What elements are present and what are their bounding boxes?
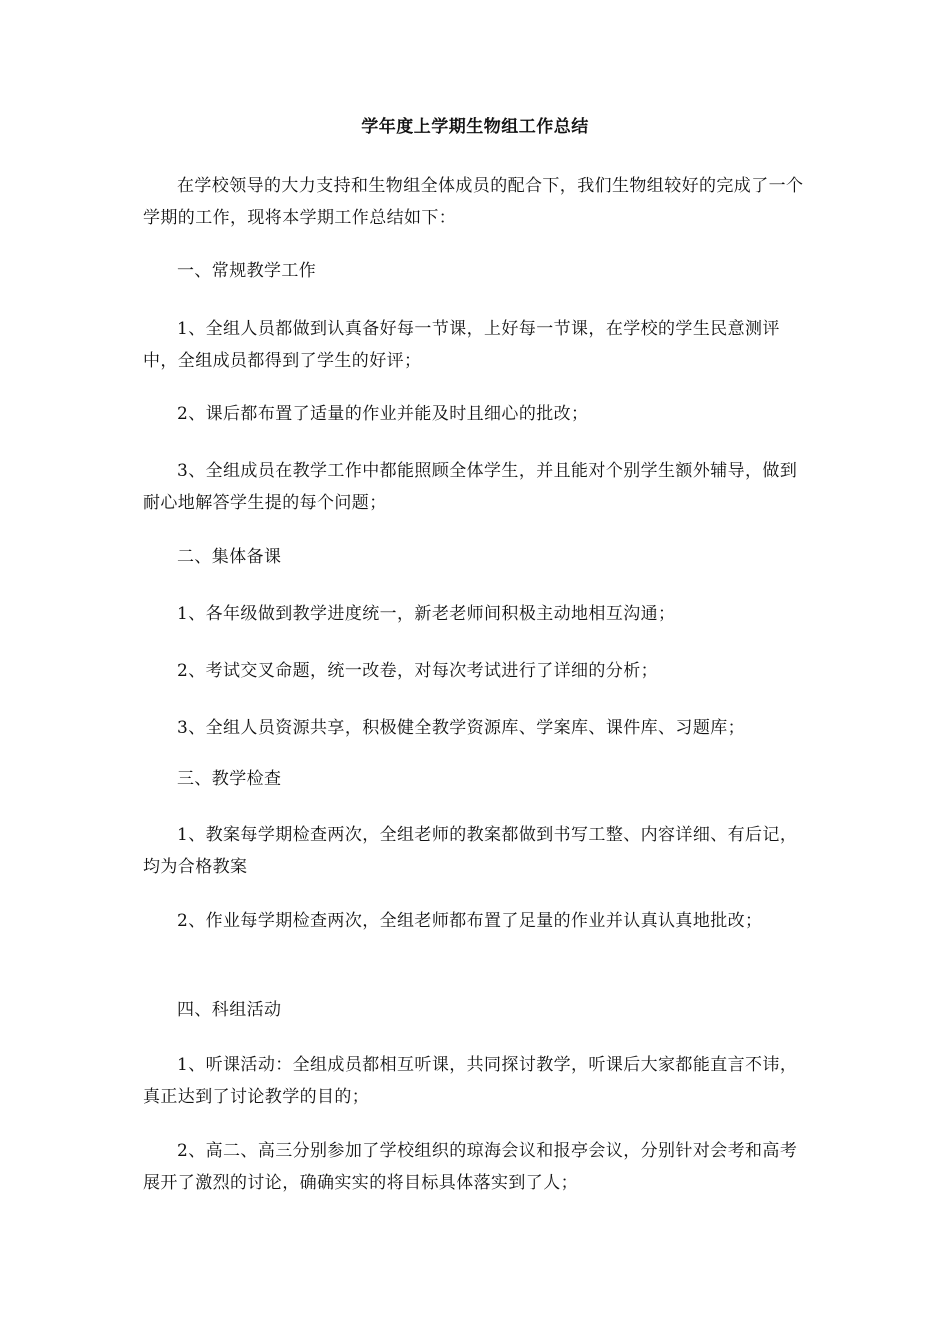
activity-item-2: 2、高二、高三分别参加了学校组织的琼海会议和报亭会议，分别针对会考和高考展开了激烈的讨论，确确实实的将目标具体落实到了人； xyxy=(143,1141,798,1193)
document-title: 学年度上学期生物组工作总结 xyxy=(361,117,589,137)
section-heading-group-activities: 四、科组活动 xyxy=(177,1000,282,1020)
prep-item-2: 2、考试交叉命题，统一改卷，对每次考试进行了详细的分析； xyxy=(177,661,659,681)
prep-item-1: 1、各年级做到教学进度统一，新老老师间积极主动地相互沟通； xyxy=(177,604,676,624)
routine-item-3: 3、全组成员在教学工作中都能照顾全体学生，并且能对个别学生额外辅导，做到耐心地解答学生提的每个问题； xyxy=(143,461,798,513)
routine-item-1: 1、全组人员都做到认真备好每一节课，上好每一节课，在学校的学生民意测评中，全组成员都得到了学生的好评； xyxy=(143,319,780,371)
section-heading-teaching-inspection: 三、教学检查 xyxy=(177,769,282,789)
routine-item-2: 2、课后都布置了适量的作业并能及时且细心的批改； xyxy=(177,404,589,424)
inspection-item-1: 1、教案每学期检查两次，全组老师的教案都做到书写工整、内容详细、有后记，均为合格教案 xyxy=(143,825,798,877)
section-heading-collective-prep: 二、集体备课 xyxy=(177,547,282,567)
activity-item-1: 1、听课活动：全组成员都相互听课，共同探讨教学，听课后大家都能直言不讳，真正达到了讨论教学的目的； xyxy=(143,1055,798,1107)
section-heading-routine-teaching: 一、常规教学工作 xyxy=(177,261,317,281)
inspection-item-2: 2、作业每学期检查两次，全组老师都布置了足量的作业并认真认真地批改； xyxy=(177,911,763,931)
intro-paragraph: 在学校领导的大力支持和生物组全体成员的配合下，我们生物组较好的完成了一个学期的工作，现将本学期工作总结如下： xyxy=(143,176,804,228)
prep-item-3: 3、全组人员资源共享，积极健全教学资源库、学案库、课件库、习题库； xyxy=(177,718,746,738)
